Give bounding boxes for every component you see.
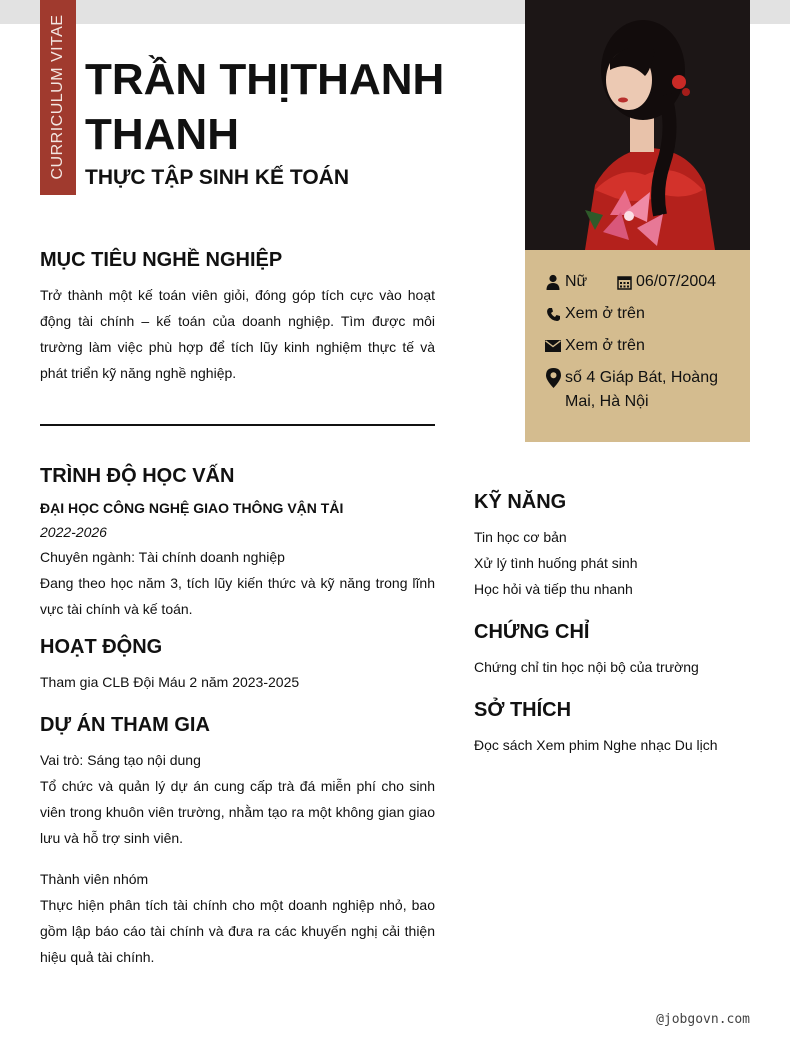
email-value: Xem ở trên <box>565 337 645 354</box>
hobbies-heading: SỞ THÍCH <box>474 699 572 721</box>
objective-text: Trở thành một kế toán viên giỏi, đóng góp tích cực vào hoạt động tài chính – kế toán của doanh nghiệp. Tìm được môi trường làm việc phù hợp để tích lũy kinh nghiệm thực tế và phát triển kỹ năng nghề nghiệp. <box>40 287 435 381</box>
section-divider <box>40 424 435 426</box>
watermark-footer: @jobgovn.com <box>656 1012 750 1027</box>
envelope-icon <box>545 334 561 358</box>
skills-heading: KỸ NĂNG <box>474 491 567 513</box>
education-period: 2022-2026 <box>40 524 107 540</box>
project-1-description: Tổ chức và quản lý dự án cung cấp trà đá miễn phí cho sinh viên trong khuôn viên trường, nhằm tạo ra một không gian giao lưu và hỗ trợ sinh viên. <box>40 778 435 846</box>
contact-info-panel <box>525 250 750 442</box>
gender-value: Nữ <box>565 273 588 290</box>
project-2-description: Thực hiện phân tích tài chính cho một doanh nghiệp nhỏ, bao gồm lập báo cáo tài chính và đưa ra các khuyến nghị cải thiện hiệu quả tài chính. <box>40 897 435 965</box>
phone-row <box>545 302 645 326</box>
phone-value: Xem ở trên <box>565 305 645 322</box>
education-detail: Đang theo học năm 3, tích lũy kiến thức và kỹ năng trong lĩnh vực tài chính và kế toán. <box>40 575 435 617</box>
candidate-name: TRẦN THỊTHANH THANH <box>85 55 445 159</box>
profile-photo <box>525 0 750 250</box>
education-school: ĐẠI HỌC CÔNG NGHỆ GIAO THÔNG VẬN TẢI <box>40 500 344 516</box>
birthday-value: 06/07/2004 <box>636 273 717 290</box>
birthday-row <box>616 270 716 294</box>
curriculum-vitae-label: CURRICULUM VITAE <box>49 14 66 180</box>
project-1-role: Vai trò: Sáng tạo nội dung <box>40 752 201 768</box>
education-major: Chuyên ngành: Tài chính doanh nghiệp <box>40 549 285 565</box>
curriculum-vitae-tab <box>40 0 76 195</box>
skill-item: Học hỏi và tiếp thu nhanh <box>474 581 633 597</box>
certificate-item: Chứng chỉ tin học nội bộ của trường <box>474 659 699 675</box>
address-value: số 4 Giáp Bát, Hoàng Mai, Hà Nội <box>565 369 718 410</box>
person-icon <box>545 270 561 294</box>
objective-heading: MỤC TIÊU NGHỀ NGHIỆP <box>40 249 283 271</box>
projects-heading: DỰ ÁN THAM GIA <box>40 714 210 736</box>
project-2-role: Thành viên nhóm <box>40 871 149 887</box>
profile-photo-illustration <box>525 0 750 250</box>
activities-heading: HOẠT ĐỘNG <box>40 636 163 658</box>
activities-item: Tham gia CLB Đội Máu 2 năm 2023-2025 <box>40 674 300 690</box>
location-pin-icon <box>545 366 561 390</box>
address-row <box>545 366 735 414</box>
hobbies-text: Đọc sách Xem phim Nghe nhạc Du lịch <box>474 737 718 753</box>
gender-row <box>545 270 587 294</box>
education-heading: TRÌNH ĐỘ HỌC VẤN <box>40 465 235 487</box>
calendar-icon <box>616 270 632 294</box>
candidate-position: THỰC TẬP SINH KẾ TOÁN <box>85 166 349 189</box>
skill-item: Xử lý tình huống phát sinh <box>474 555 638 571</box>
phone-icon <box>545 302 561 326</box>
email-row <box>545 334 645 358</box>
skill-item: Tin học cơ bản <box>474 529 567 545</box>
certificates-heading: CHỨNG CHỈ <box>474 621 590 643</box>
